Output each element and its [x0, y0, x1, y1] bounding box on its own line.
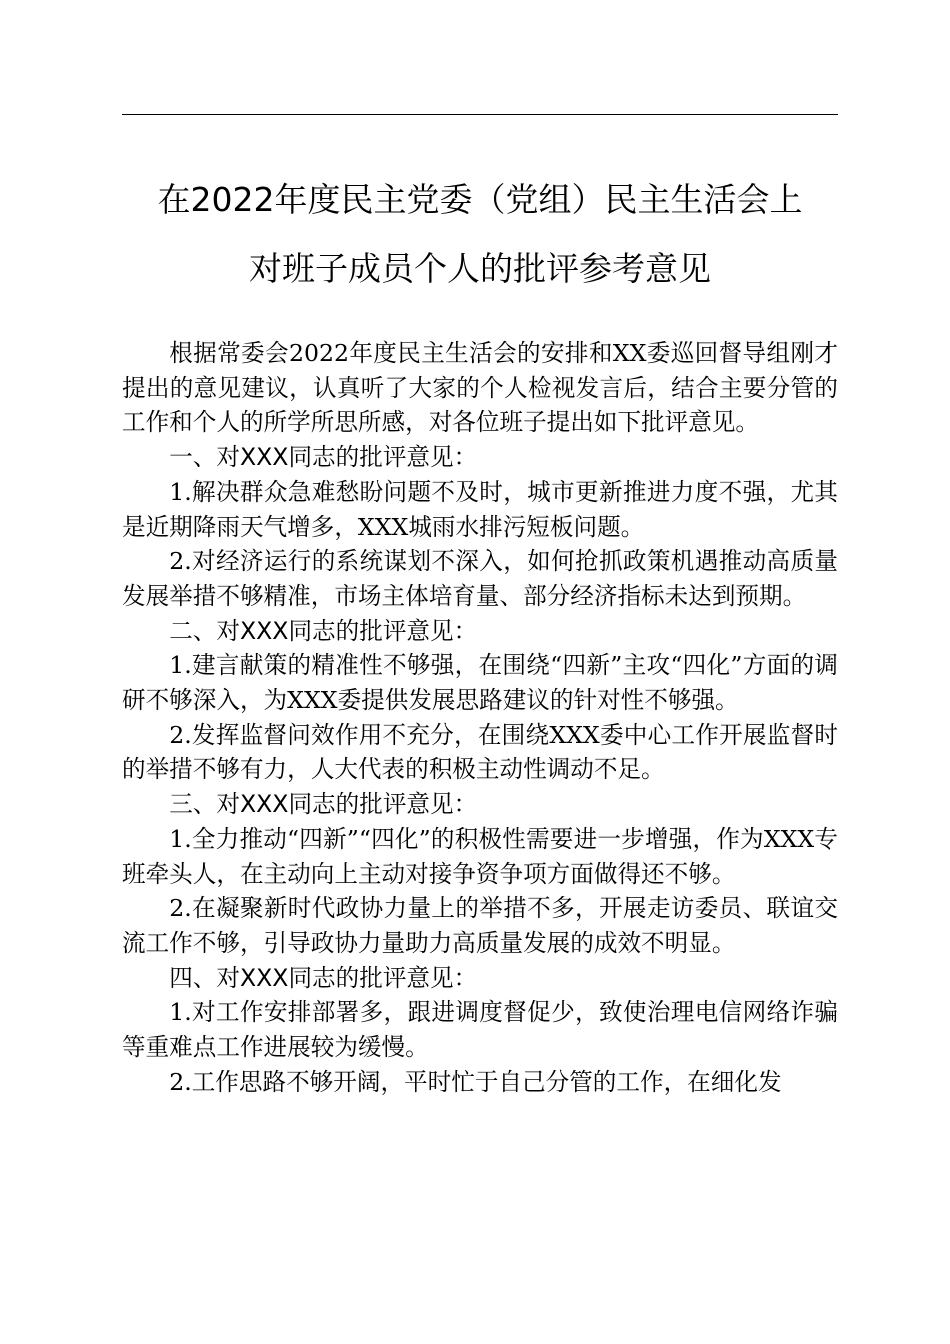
section-2-item-1: 1.建言献策的精准性不够强，在围绕“四新”主攻“四化”方面的调研不够深入，为XXX委提供发展思路建议的针对性不够强。 — [122, 651, 838, 715]
section-heading-2: 二、对XXX同志的批评意见： — [169, 616, 478, 645]
document-title-line-2: 对班子成员个人的批评参考意见 — [249, 249, 711, 288]
document-body — [122, 336, 838, 1099]
section-2-item-2: 2.发挥监督问效作用不充分，在围绕XXX委中心工作开展监督时的举措不够有力，人大代表的积极主动性调动不足。 — [122, 720, 838, 784]
section-heading-3: 三、对XXX同志的批评意见： — [169, 790, 478, 819]
document-title-line-1: 在2022年度民主党委（党组）民主生活会上 — [157, 180, 803, 219]
header-rule — [122, 114, 838, 115]
section-heading-4: 四、对XXX同志的批评意见： — [169, 963, 478, 992]
section-heading-1: 一、对XXX同志的批评意见： — [169, 443, 478, 472]
section-3-item-1: 1.全力推动“四新”“四化”的积极性需要进一步增强，作为XXX专班牵头人，在主动向上主动对接争资争项方面做得还不够。 — [122, 824, 838, 888]
section-1-item-1: 1.解决群众急难愁盼问题不及时，城市更新推进力度不强，尤其是近期降雨天气增多，XXX城雨水排污短板问题。 — [122, 477, 838, 541]
section-1-item-2: 2.对经济运行的系统谋划不深入，如何抢抓政策机遇推动高质量发展举措不够精准，市场主体培育量、部分经济指标未达到预期。 — [122, 547, 838, 610]
intro-paragraph: 根据常委会2022年度民主生活会的安排和XX委巡回督导组刚才提出的意见建议，认真听了大家的个人检视发言后，结合主要分管的工作和个人的所学所思所感，对各位班子提出如下批评意见。 — [122, 339, 838, 437]
section-4-item-1: 1.对工作安排部署多，跟进调度督促少，致使治理电信网络诈骗等重难点工作进展较为缓慢。 — [122, 998, 838, 1062]
section-3-item-2: 2.在凝聚新时代政协力量上的举措不多，开展走访委员、联谊交流工作不够，引导政协力量助力高质量发展的成效不明显。 — [122, 894, 838, 957]
section-4-item-2: 2.工作思路不够开阔，平时忙于自己分管的工作，在细化发 — [169, 1067, 782, 1096]
